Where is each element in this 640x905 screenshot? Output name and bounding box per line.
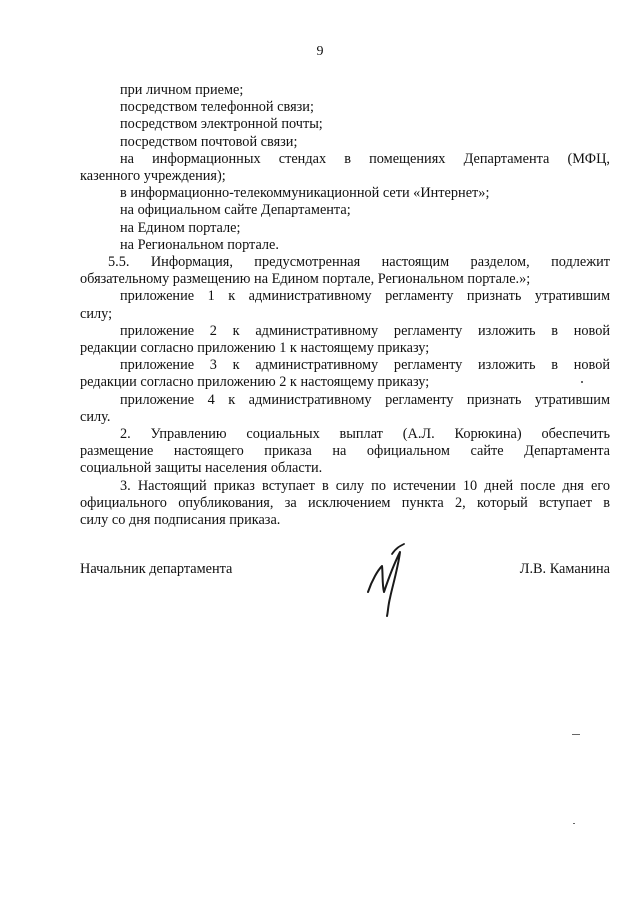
item-2-continuation: социальной защиты населения области. bbox=[80, 460, 323, 477]
appendix-2-continuation: редакции согласно приложению 1 к настоящему приказу; bbox=[80, 340, 430, 357]
list-item: на официальном сайте Департамента; bbox=[120, 202, 351, 219]
appendix-3-paragraph: приложение 3 к административному регламенту изложить в новой bbox=[120, 357, 610, 374]
list-item: посредством почтовой связи; bbox=[120, 133, 298, 150]
list-item: на Региональном портале. bbox=[120, 236, 279, 253]
paragraph-5-5-continuation: обязательному размещению на Едином портале, Региональном портале.»; bbox=[80, 271, 531, 288]
page-number: 9 bbox=[316, 44, 324, 59]
list-item: посредством электронной почты; bbox=[120, 116, 323, 133]
scan-artifact bbox=[581, 381, 583, 383]
list-item-continuation: казенного учреждения); bbox=[80, 168, 226, 185]
signatory-name: Л.В. Каманина bbox=[519, 561, 610, 577]
scan-artifact bbox=[573, 823, 575, 824]
paragraph-5-5: 5.5. Информация, предусмотренная настоящим разделом, подлежит bbox=[108, 254, 610, 271]
appendix-1-paragraph: приложение 1 к административному регламенту признать утратившим bbox=[120, 288, 610, 305]
appendix-4-paragraph: приложение 4 к административному регламенту признать утратившим bbox=[120, 391, 610, 408]
list-item: в информационно-телекоммуникационной сети «Интернет»; bbox=[120, 185, 490, 202]
appendix-1-continuation: силу; bbox=[80, 305, 113, 322]
appendix-2-paragraph: приложение 2 к административному регламенту изложить в новой bbox=[120, 322, 610, 339]
item-2-continuation: размещение настоящего приказа на официальном сайте Департамента bbox=[80, 443, 610, 460]
item-2-paragraph: 2. Управлению социальных выплат (А.Л. Корюкина) обеспечить bbox=[120, 426, 610, 443]
scan-artifact bbox=[572, 734, 580, 735]
item-3-paragraph: 3. Настоящий приказ вступает в силу по истечении 10 дней после дня его bbox=[120, 477, 610, 494]
handwritten-signature bbox=[362, 540, 412, 620]
list-item: на Едином портале; bbox=[120, 219, 241, 236]
list-item: посредством телефонной связи; bbox=[120, 99, 314, 116]
appendix-4-continuation: силу. bbox=[80, 408, 111, 425]
list-item: на информационных стендах в помещениях Департамента (МФЦ, bbox=[120, 150, 610, 167]
appendix-3-continuation: редакции согласно приложению 2 к настоящему приказу; bbox=[80, 374, 430, 391]
item-3-continuation: официального опубликования, за исключением пункта 2, который вступает в bbox=[80, 494, 610, 511]
signatory-title: Начальник департамента bbox=[80, 561, 233, 577]
document-body bbox=[80, 82, 610, 529]
item-3-continuation: силу со дня подписания приказа. bbox=[80, 512, 281, 529]
list-item: при личном приеме; bbox=[120, 82, 244, 98]
